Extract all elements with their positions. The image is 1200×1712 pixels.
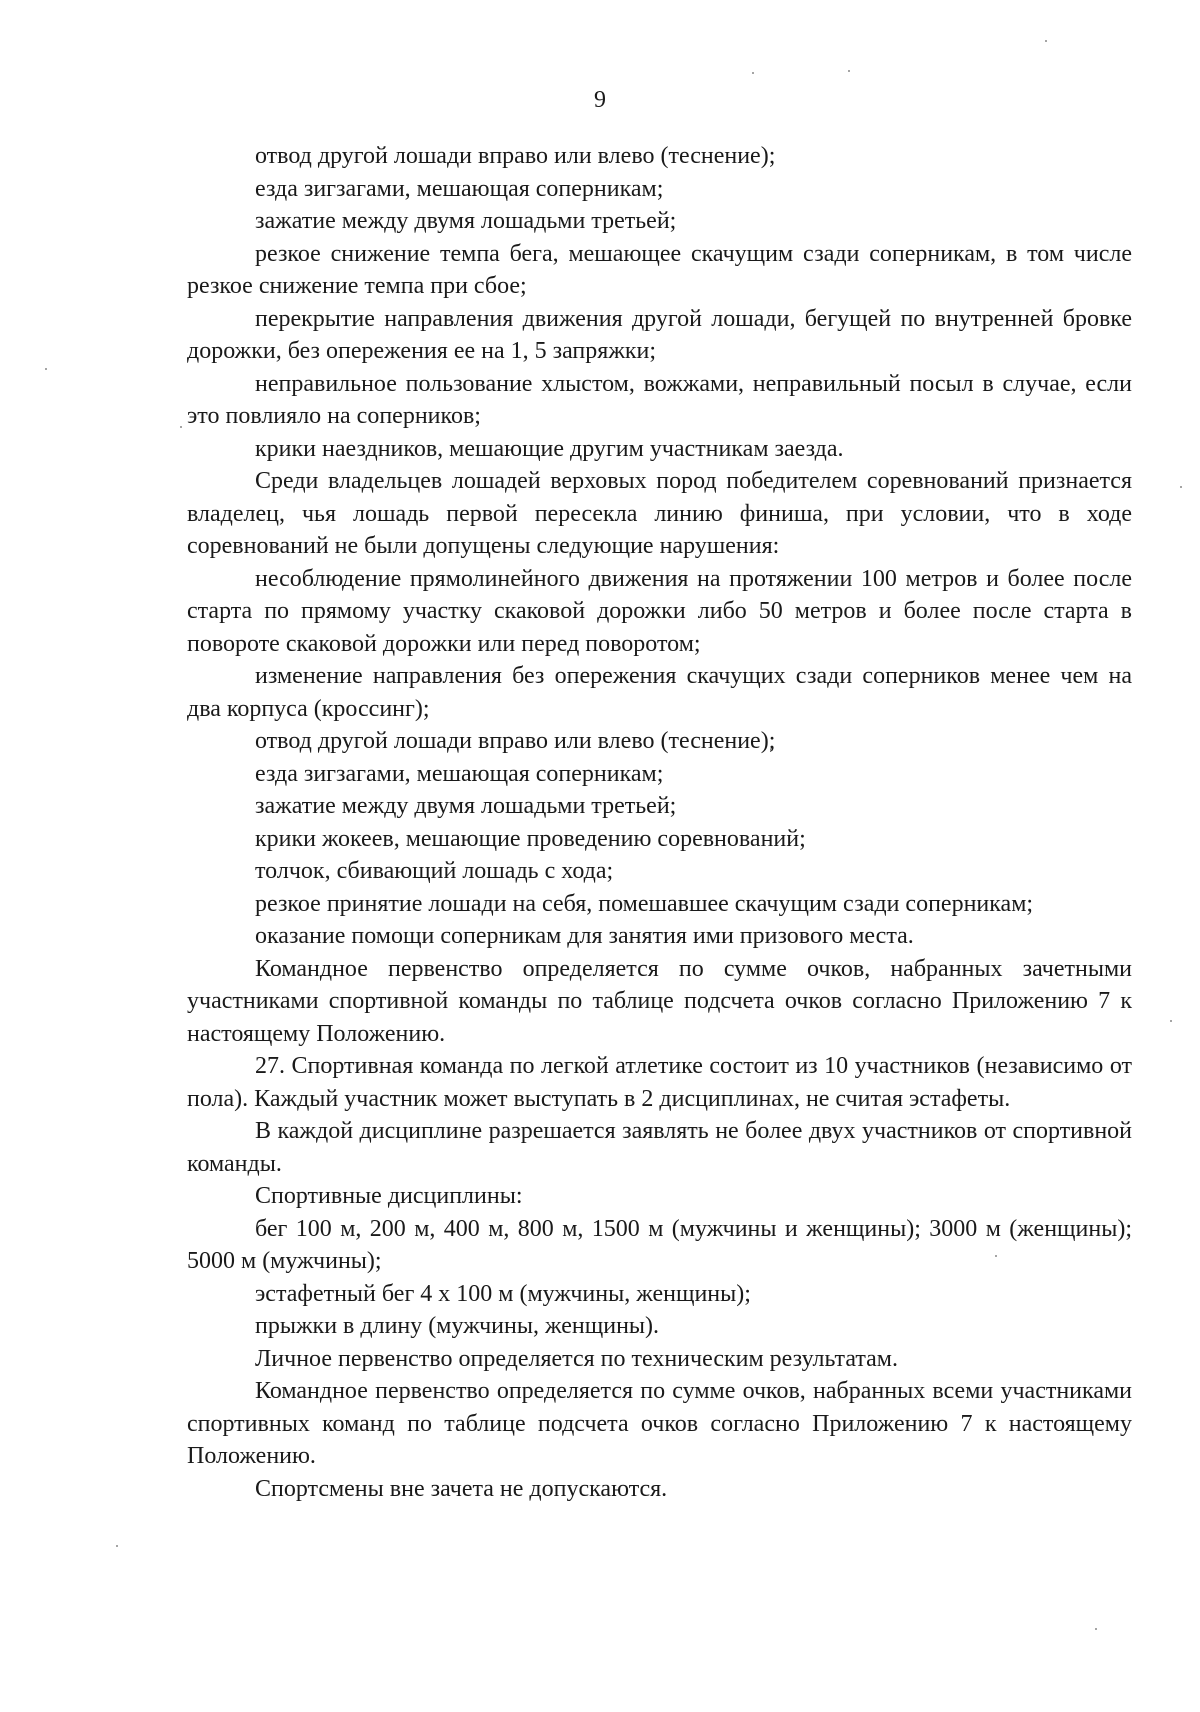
paragraph: отвод другой лошади вправо или влево (теснение); — [255, 728, 776, 754]
paragraph: резкое снижение темпа бега, мешающее скачущим сзади соперникам, в том числе резкое снижение темпа при сбое; — [187, 240, 1132, 299]
paragraph: крики жокеев, мешающие проведению соревнований; — [255, 825, 806, 852]
document-body — [187, 140, 1132, 1505]
scan-speck — [848, 70, 850, 72]
paragraph: эстафетный бег 4 х 100 м (мужчины, женщины); — [255, 1280, 751, 1307]
paragraph: прыжки в длину (мужчины, женщины). — [255, 1313, 660, 1339]
page-number: 9 — [594, 87, 606, 113]
paragraph: Командное первенство определяется по сумме очков, набранных всеми участниками спортивных команд по таблице подсчета очков согласно Приложению 7 к настоящему Положению. — [187, 1378, 1132, 1469]
paragraph: отвод другой лошади вправо или влево (теснение); — [255, 143, 776, 169]
paragraph: резкое принятие лошади на себя, помешавшее скачущим сзади соперникам; — [255, 890, 1034, 917]
paragraph: бег 100 м, 200 м, 400 м, 800 м, 1500 м (мужчины и женщины); 3000 м (женщины); 5000 м (мужчины); — [187, 1215, 1132, 1274]
scan-speck — [116, 1545, 118, 1547]
scan-speck — [180, 426, 182, 428]
paragraph: езда зигзагами, мешающая соперникам; — [255, 760, 664, 787]
paragraph: изменение направления без опережения скачущих сзади соперников менее чем на два корпуса (кроссинг); — [187, 663, 1132, 722]
scan-speck — [1180, 486, 1182, 488]
paragraph: крики наездников, мешающие другим участникам заезда. — [255, 435, 844, 462]
paragraph: зажатие между двумя лошадьми третьей; — [255, 208, 677, 234]
scan-speck — [1170, 1020, 1172, 1022]
paragraph: толчок, сбивающий лошадь с хода; — [255, 858, 614, 884]
paragraph: Личное первенство определяется по техническим результатам. — [255, 1345, 898, 1372]
paragraph: зажатие между двумя лошадьми третьей; — [255, 793, 677, 819]
paragraph: Спортивные дисциплины: — [255, 1183, 523, 1209]
scan-speck — [45, 368, 47, 370]
paragraph: Командное первенство определяется по сумме очков, набранных зачетными участниками спортивной команды по таблице подсчета очков согласно Приложению 7 к настоящему Положению. — [187, 955, 1132, 1047]
paragraph: Спортсмены вне зачета не допускаются. — [255, 1475, 668, 1502]
scan-speck — [1045, 40, 1047, 42]
paragraph: несоблюдение прямолинейного движения на протяжении 100 метров и более после старта по прямому участку скаковой дорожки либо 50 метров и более после старта в повороте скаковой дорожки или перед поворотом; — [187, 565, 1132, 657]
paragraph: перекрытие направления движения другой лошади, бегущей по внутренней бровке дорожки, без опережения ее на 1, 5 запряжки; — [187, 305, 1132, 364]
scan-speck — [1095, 1628, 1097, 1630]
paragraph: неправильное пользование хлыстом, вожжами, неправильный посыл в случае, если это повлияло на соперников; — [187, 370, 1132, 429]
paragraph: езда зигзагами, мешающая соперникам; — [255, 175, 664, 202]
scan-speck — [752, 72, 754, 74]
paragraph: В каждой дисциплине разрешается заявлять не более двух участников от спортивной команды. — [187, 1118, 1132, 1177]
paragraph: оказание помощи соперникам для занятия ими призового места. — [255, 923, 914, 949]
paragraph: 27. Спортивная команда по легкой атлетике состоит из 10 участников (независимо от пола). Каждый участник может выступать в 2 дисциплинах, не считая эстафеты. — [187, 1053, 1132, 1112]
paragraph: Среди владельцев лошадей верховых пород победителем соревнований признается владелец, чья лошадь первой пересекла линию финиша, при условии, что в ходе соревнований не были допущены следующие нарушения: — [187, 468, 1132, 559]
